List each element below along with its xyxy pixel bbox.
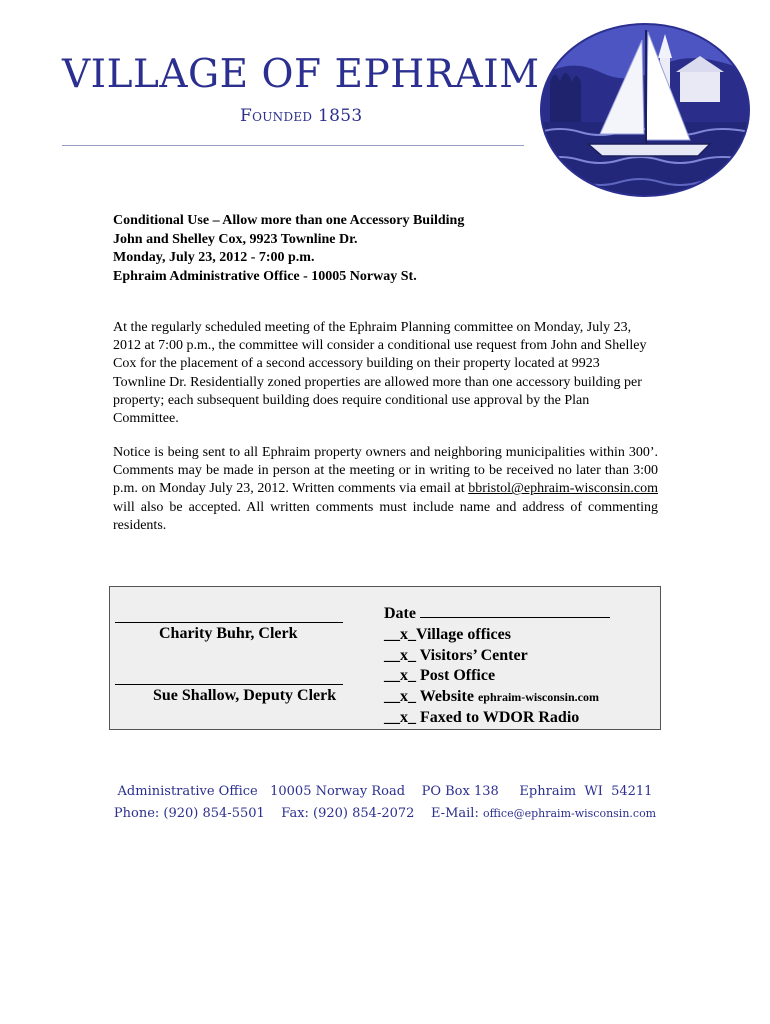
distribution-item-wdor-radio: __x_ Faxed to WDOR Radio [384,708,580,726]
paragraph-text-before-email: Notice is being sent to all Ephraim property owners and neighboring municipalities within 300’. Comments may be made in person at the meeting or in writing to be received no later than 3:00 p.m. on Monday July 23, 2012. Written comments via email at [113,445,658,497]
date-label: Date [384,605,416,622]
date-blank-line [420,603,610,618]
heading-line-datetime: Monday, July 23, 2012 - 7:00 p.m. [113,250,315,265]
distribution-item-post-office: __x_ Post Office [384,667,496,685]
signature-distribution-box [109,586,661,730]
sailboat-logo-icon [540,22,750,200]
distribution-item-village-offices: __x_Village offices [384,625,511,643]
letterhead-title: VILLAGE OF EPHRAIM [62,52,540,97]
clerk-signature-line [115,622,343,623]
notice-heading [113,212,464,286]
comments-email-link[interactable]: bbristol@ephraim-wisconsin.com [468,481,658,497]
footer-address: Administrative Office 10005 Norway Road PO Box 138 Ephraim WI 54211 [117,784,653,799]
distribution-item-website [384,687,610,708]
heading-line-location: Ephraim Administrative Office - 10005 Norway St. [113,268,417,284]
website-url: ephraim-wisconsin.com [477,690,599,705]
deputy-signature-line [115,684,343,685]
clerk-name: Charity Buhr, Clerk [159,625,298,642]
date-row [384,603,610,625]
heading-line-subject: Conditional Use – Allow more than one Accessory Building [113,213,465,228]
distribution-list [384,603,610,729]
letterhead-divider [62,145,524,146]
letterhead-founded: Founded 1853 [240,106,363,126]
distribution-item-visitors-center: __x_ Visitors’ Center [384,646,528,664]
footer-email: office@ephraim-wisconsin.com [482,807,657,820]
deputy-clerk-name: Sue Shallow, Deputy Clerk [153,687,337,704]
heading-line-applicant: John and Shelley Cox, 9923 Townline Dr. [113,231,358,247]
notice-paragraph-comments [113,444,658,535]
notice-paragraph-meeting: At the regularly scheduled meeting of the Ephraim Planning committee on Monday, July 23, 2012 at 7:00 p.m., the committee will consider a conditional use request from John and Shelley Cox for the placement of a second accessory building on their property located at 9923 Townline Dr. Residentially zoned properties are allowed more than one accessory building per property; each subsequent building does require conditional use approval by the Plan Committee. [113,320,647,427]
footer-phone-fax: Phone: (920) 854-5501 Fax: (920) 854-2072 E-Mail: [113,806,483,821]
paragraph-text-after-email: will also be accepted. All written comments must include name and address of commenting residents. [113,499,658,533]
footer-contact [0,806,770,821]
website-label: __x_ Website [384,688,474,706]
village-seal-logo [540,22,750,205]
